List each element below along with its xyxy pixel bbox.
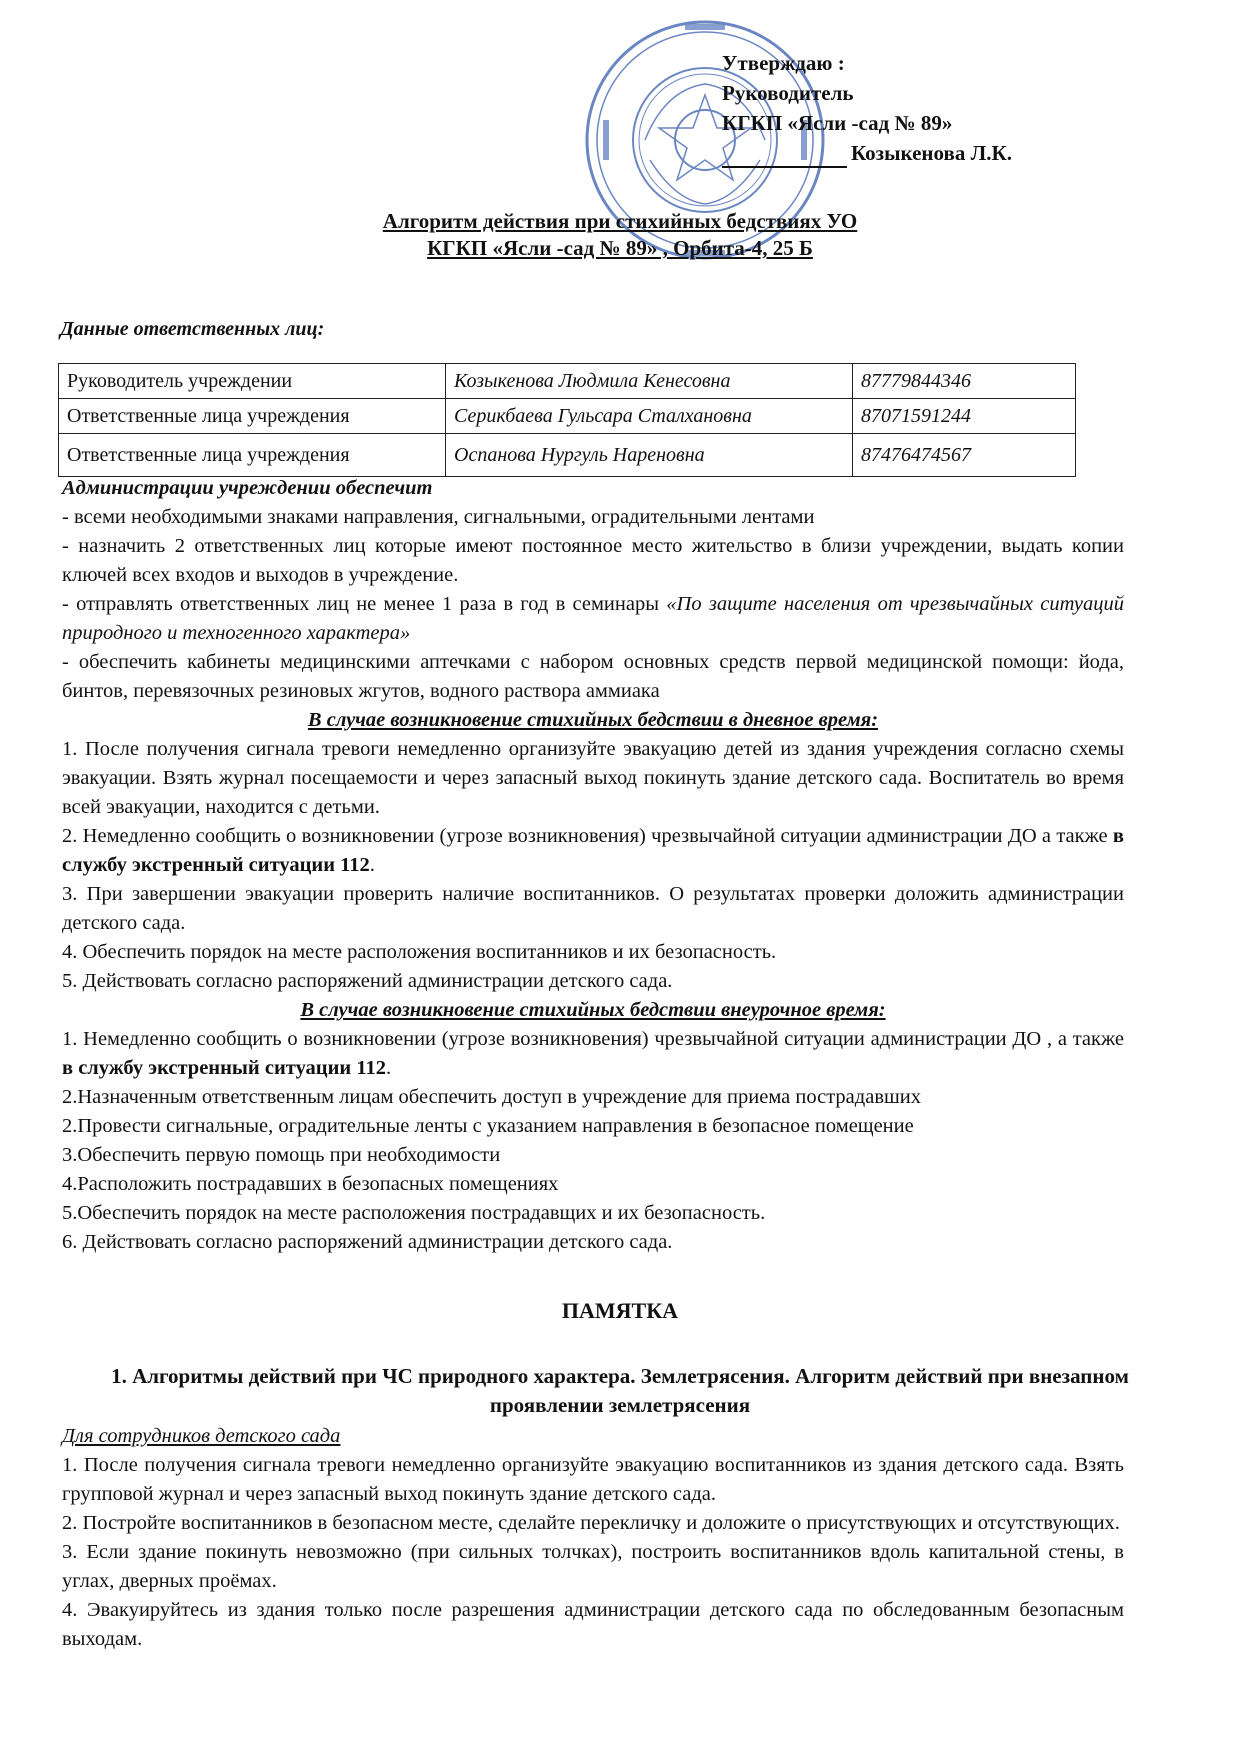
table-cell-name: Оспанова Нургуль Нареновна [446,434,853,477]
memo-title: ПАМЯТКА [561,1298,679,1323]
memo-item: 2. Постройте воспитанников в безопасном месте, сделайте перекличку и доложите о присутствующих и отсутствующих. [62,1512,1120,1534]
table-cell-name: Серикбаева Гульсара Сталхановна [446,399,853,434]
table-cell-role: Руководитель учреждении [59,364,446,399]
admin-item: - всеми необходимыми знаками направления, сигнальными, оградительными лентами [62,506,815,528]
staff-heading: Для сотрудников детского сада [62,1425,341,1447]
approval-block [722,48,1012,168]
table-row [59,434,1076,477]
approval-line-2: Руководитель [722,81,854,105]
memo-body [62,1422,1124,1654]
table-cell-name: Козыкенова Людмила Кенесовна [446,364,853,399]
approval-line-3: КГКП «Ясли -сад № 89» [722,111,953,135]
admin-item: - обеспечить кабинеты медицинскими аптечками с набором основных средств первой медицинской помощи: йода, бинтов, перевязочных резиновых жгутов, водного раствора аммиака [62,651,1124,702]
admin-item: - назначить 2 ответственных лиц которые имеют постоянное место жительство в близи учреждении, выдать копии ключей всех входов и выходов в учреждение. [62,535,1124,586]
daytime-heading: В случае возникновение стихийных бедствии в дневное время: [307,709,879,731]
main-body [62,474,1124,1257]
afterhours-item: 2.Назначенным ответственным лицам обеспечить доступ в учреждение для приема пострадавших [62,1086,921,1108]
approval-signature [722,138,1012,168]
admin-heading: Администрации учреждении обеспечит [62,477,433,499]
table-row [59,364,1076,399]
emergency-service: в службу экстренный ситуации 112 [62,825,1124,876]
afterhours-item: 4.Расположить пострадавших в безопасных помещениях [62,1173,559,1195]
daytime-item-2-prefix: 2. Немедленно сообщить о возникновении (угрозе возникновения) чрезвычайной ситуации администрации ДО а также [62,825,1113,847]
daytime-item-2-suffix: . [369,854,375,876]
daytime-item: 5. Действовать согласно распоряжений администрации детского сада. [62,970,673,992]
afterhours-heading: В случае возникновение стихийных бедствии внеурочное время: [300,999,886,1021]
memo-subtitle: 1. Алгоритмы действий при ЧС природного характера. Землетрясения. Алгоритм действий при внезапном проявлении землетрясения [111,1364,1129,1417]
table-cell-phone: 87779844346 [853,364,1076,399]
responsible-heading: Данные ответственных лиц: [60,318,325,340]
approval-line-1: Утверждаю : [722,51,845,75]
responsible-table [58,363,1076,477]
afterhours-item: 5.Обеспечить порядок на месте расположения пострадавщих и их безопасность. [62,1202,766,1224]
table-cell-phone: 87071591244 [853,399,1076,434]
afterhours-item-1-suffix: . [385,1057,392,1079]
document-title [0,208,1240,262]
table-cell-role: Ответственные лица учреждения [59,399,446,434]
afterhours-item: 3.Обеспечить первую помощь при необходимости [62,1144,501,1166]
daytime-item [62,822,1124,880]
afterhours-item-1-prefix: 1. Немедленно сообщить о возникновении (угрозе возникновения) чрезвычайной ситуации администрации ДО , а также [62,1028,1124,1050]
memo-item: 4. Эвакуируйтесь из здания только после разрешения администрации детского сада по обследованным безопасным выходам. [62,1599,1124,1650]
afterhours-item: 2.Провести сигнальные, оградительные ленты с указанием направления в безопасное помещение [62,1115,914,1137]
afterhours-item [62,1025,1124,1083]
seminar-title: «По защите населения от чрезвычайных ситуаций природного и техногенного характера» [62,593,1124,644]
title-line-1: Алгоритм действия при стихийных бедствиях УО [382,209,858,233]
table-cell-phone: 87476474567 [853,434,1076,477]
daytime-item: 4. Обеспечить порядок на месте расположения воспитанников и их безопасность. [62,941,777,963]
admin-item-seminar [62,590,1124,648]
table-cell-role: Ответственные лица учреждения [59,434,446,477]
title-line-2: КГКП «Ясли -сад № 89» , Орбита-4, 25 Б [427,236,813,260]
seminar-prefix: - отправлять ответственных лиц не менее 1 раза в год в семинары [62,593,667,615]
table-row [59,399,1076,434]
signature-line [722,146,847,168]
afterhours-item: 6. Действовать согласно распоряжений администрации детского сада. [62,1231,673,1253]
daytime-item: 1. После получения сигнала тревоги немедленно организуйте эвакуацию детей из здания учреждения согласно схемы эвакуации. Взять журнал посещаемости и через запасный выход покинуть здание детского сада. Воспитатель во время всей эвакуации, находится с детьми. [62,738,1124,818]
memo-item: 1. После получения сигнала тревоги немедленно организуйте эвакуацию воспитанников из здания детского сада. Взять групповой журнал и через запасный выход покинуть здание детского сада. [62,1454,1124,1505]
emergency-service: в службу экстренный ситуации 112 [62,1057,386,1079]
memo-item: 3. Если здание покинуть невозможно (при сильных толчках), построить воспитанников вдоль капитальной стены, в углах, дверных проёмах. [62,1541,1124,1592]
daytime-item: 3. При завершении эвакуации проверить наличие воспитанников. О результатах проверки доложить администрации детского сада. [62,883,1124,934]
approval-signer: Козыкенова Л.К. [851,141,1012,165]
